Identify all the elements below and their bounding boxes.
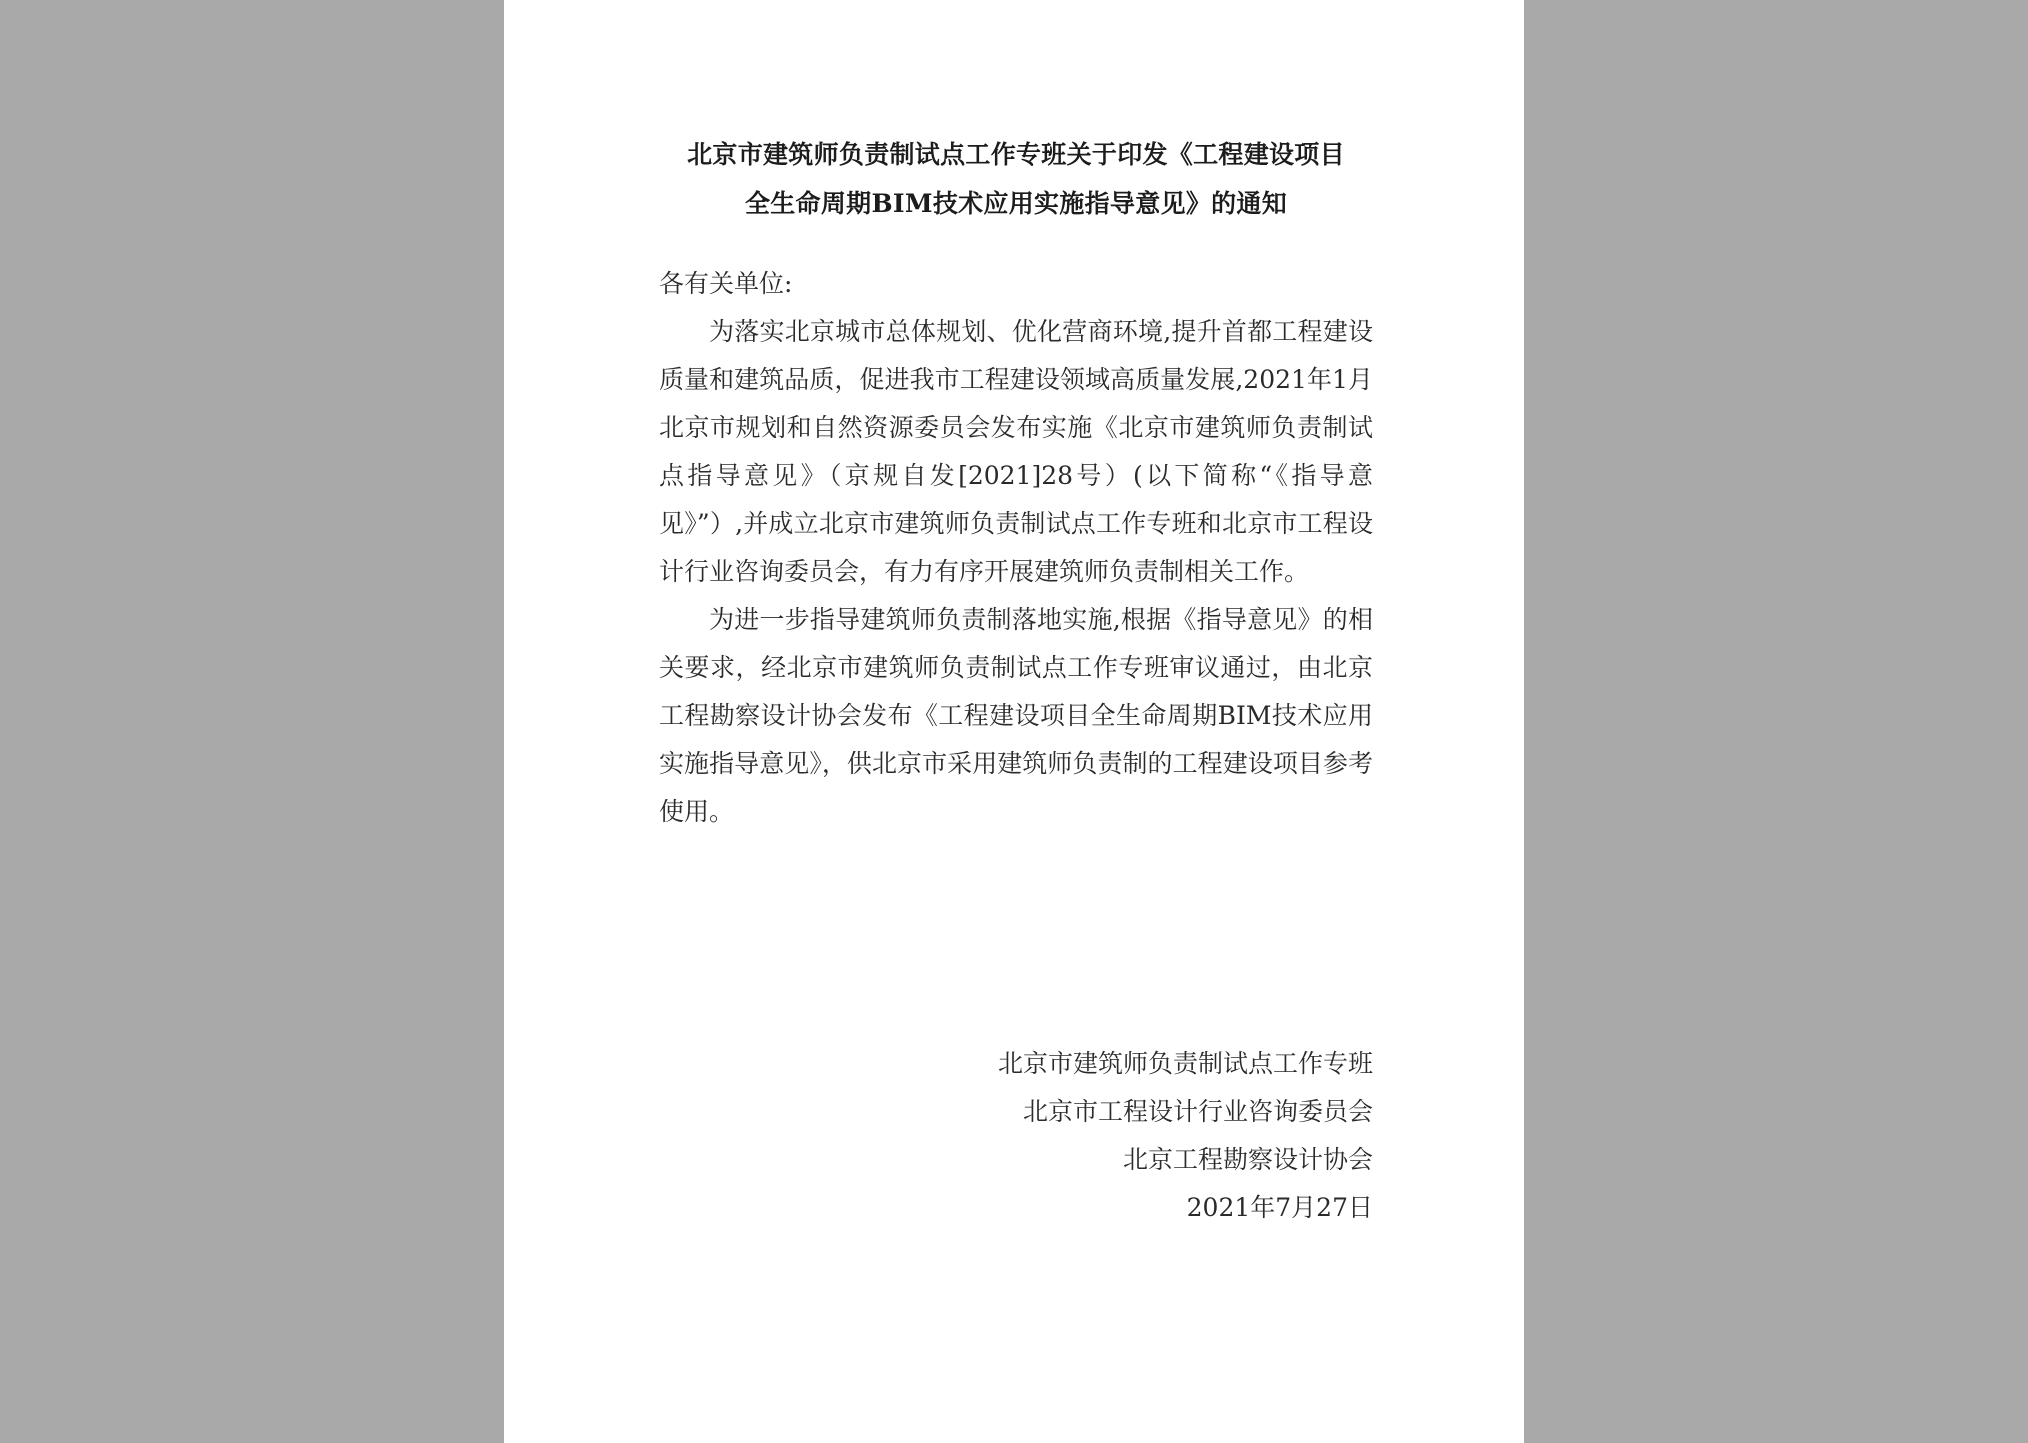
document-page <box>504 0 1524 1443</box>
signatory-3: 北京工程勘察设计协会 <box>1122 1145 1373 1174</box>
document-body <box>659 130 1373 836</box>
paragraph-1: 为落实北京城市总体规划、优化营商环境,提升首都工程建设质量和建筑品质，促进我市工程建设领域高质量发展,2021年1月北京市规划和自然资源委员会发布实施《北京市建筑师负责制试点指导意见》（京规自发[2021]28号）(以下简称“《指导意见》”）,并成立北京市建筑师负责制试点工作专班和北京市工程设计行业咨询委员会，有力有序开展建筑师负责制相关工作。 <box>659 317 1373 586</box>
issue-date: 2021年7月27日 <box>1186 1193 1373 1222</box>
document-title <box>659 130 1373 228</box>
title-line-1: 北京市建筑师负责制试点工作专班关于印发《工程建设项目 <box>687 140 1345 169</box>
paragraph-2: 为进一步指导建筑师负责制落地实施,根据《指导意见》的相关要求，经北京市建筑师负责制试点工作专班审议通过，由北京工程勘察设计协会发布《工程建设项目全生命周期BIM技术应用实施指导意见》，供北京市采用建筑师负责制的工程建设项目参考使用。 <box>659 605 1373 826</box>
signature-block <box>659 1040 1373 1232</box>
signatory-2: 北京市工程设计行业咨询委员会 <box>1022 1097 1373 1126</box>
signatory-1: 北京市建筑师负责制试点工作专班 <box>997 1049 1373 1078</box>
title-line-2: 全生命周期BIM技术应用实施指导意见》的通知 <box>744 189 1288 218</box>
salutation: 各有关单位: <box>659 269 793 298</box>
